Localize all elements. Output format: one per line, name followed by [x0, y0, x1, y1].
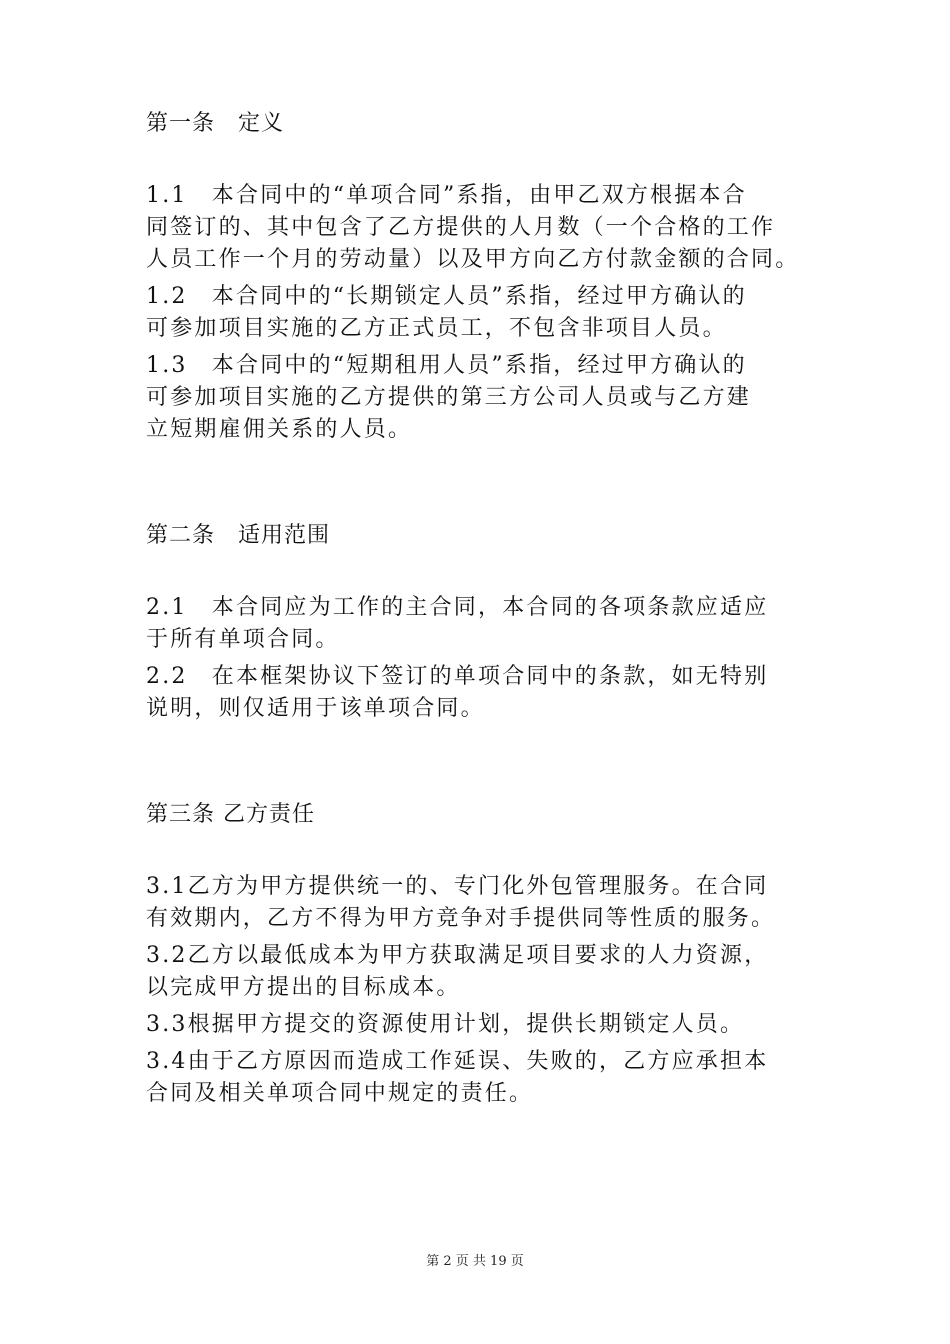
text-line: 3.2乙方以最低成本为甲方获取满足项目要求的人力资源， — [146, 943, 769, 968]
section-heading: 第一条 定义 — [146, 111, 285, 136]
section-heading: 第二条 适用范围 — [146, 523, 331, 548]
text-line: 以完成甲方提出的目标成本。 — [146, 975, 461, 1000]
text-line: 3.4由于乙方原因而造成工作延误、失败的，乙方应承担本 — [146, 1049, 769, 1074]
text-line: 可参加项目实施的乙方提供的第三方公司人员或与乙方建 — [146, 385, 752, 410]
text-line: 2.2 在本框架协议下签订的单项合同中的条款，如无特别 — [146, 664, 769, 689]
section-heading: 第三条 乙方责任 — [146, 802, 315, 827]
section-party-b-responsibilities — [146, 797, 810, 1110]
text-line: 3.3根据甲方提交的资源使用计划，提供长期锁定人员。 — [146, 1012, 745, 1037]
page-number-footer: 第 2 页 共 19 页 — [426, 1254, 524, 1269]
text-line: 3.1乙方为甲方提供统一的、专门化外包管理服务。在合同 — [146, 874, 769, 899]
text-line: 说明，则仅适用于该单项合同。 — [146, 696, 485, 721]
text-line: 合同及相关单项合同中规定的责任。 — [146, 1081, 534, 1106]
section-scope — [146, 518, 810, 725]
clause-3-1 — [146, 871, 810, 935]
text-line: 于所有单项合同。 — [146, 627, 340, 652]
text-line: 2.1 本合同应为工作的主合同，本合同的各项条款应适应 — [146, 595, 769, 620]
text-line: 1.2 本合同中的“长期锁定人员”系指，经过甲方确认的 — [146, 284, 747, 309]
clause-3-3 — [146, 1009, 810, 1041]
clause-2-1 — [146, 592, 810, 656]
section-definitions — [146, 106, 810, 446]
clause-1-3 — [146, 350, 810, 446]
clause-3-4 — [146, 1046, 810, 1110]
text-line: 有效期内，乙方不得为甲方竞争对手提供同等性质的服务。 — [146, 906, 776, 931]
text-line: 1.3 本合同中的“短期租用人员”系指，经过甲方确认的 — [146, 353, 747, 378]
text-line: 1.1 本合同中的“单项合同”系指，由甲乙双方根据本合 — [146, 183, 747, 208]
clause-2-2 — [146, 661, 810, 725]
text-line: 人员工作一个月的劳动量）以及甲方向乙方付款金额的合同。 — [146, 247, 800, 272]
text-line: 立短期雇佣关系的人员。 — [146, 417, 413, 442]
clause-1-1 — [146, 180, 810, 276]
text-line: 同签订的、其中包含了乙方提供的人月数（一个合格的工作 — [146, 215, 776, 240]
text-line: 可参加项目实施的乙方正式员工，不包含非项目人员。 — [146, 316, 727, 341]
clause-1-2 — [146, 281, 810, 345]
document-body — [146, 106, 810, 1110]
clause-3-2 — [146, 940, 810, 1004]
